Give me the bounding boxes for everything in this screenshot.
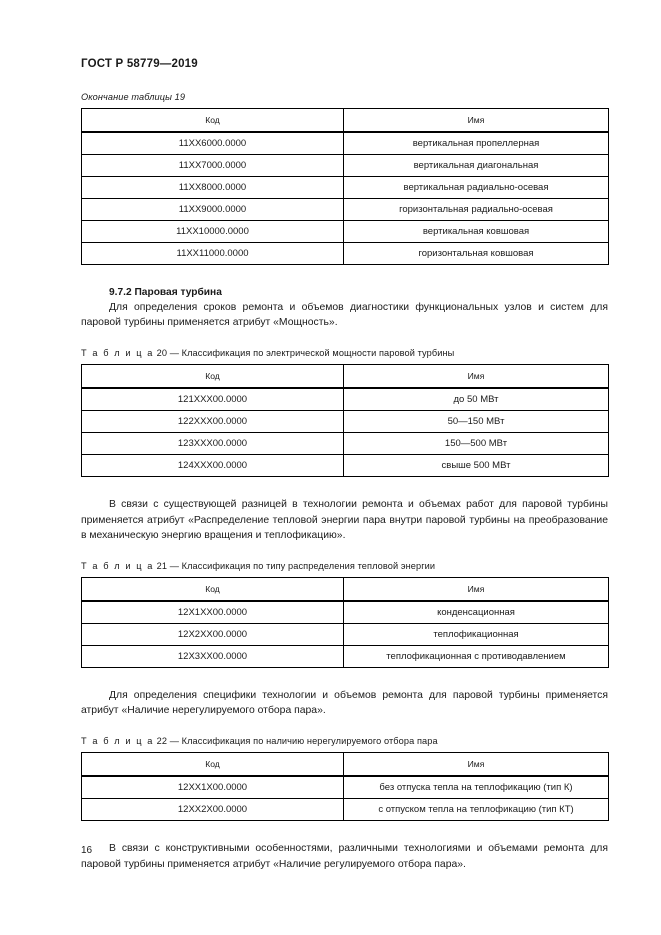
table-row	[82, 455, 609, 477]
cell-code: 124XXX00.0000	[82, 455, 344, 477]
cell-name: 50—150 МВт	[344, 411, 609, 433]
cell-code: 12X3XX00.0000	[82, 646, 344, 668]
cell-code: 12X2XX00.0000	[82, 624, 344, 646]
table-row	[82, 411, 609, 433]
running-header-standard-id: ГОСТ Р 58779—2019	[81, 58, 198, 70]
cell-name: с отпуском тепла на теплофикацию (тип КТ)	[344, 799, 609, 821]
table-row	[82, 221, 609, 243]
cell-code: 12XX2X00.0000	[82, 799, 344, 821]
section-heading-9-7-2: 9.7.2 Паровая турбина	[109, 287, 222, 298]
cell-name: вертикальная радиально-осевая	[344, 177, 609, 199]
table-row	[82, 243, 609, 265]
table-row	[82, 155, 609, 177]
cell-code: 12XX1X00.0000	[82, 776, 344, 799]
table-row	[82, 646, 609, 668]
table-22-caption	[81, 736, 608, 746]
table-row	[82, 624, 609, 646]
table-20-col-code: Код	[82, 365, 344, 389]
table-row	[82, 799, 609, 821]
table-21-col-name: Имя	[344, 578, 609, 602]
table-19-col-name: Имя	[344, 109, 609, 133]
table-22-col-code: Код	[82, 753, 344, 777]
table-22-col-name: Имя	[344, 753, 609, 777]
cell-code: 11XX8000.0000	[82, 177, 344, 199]
table-19-header-row	[82, 109, 609, 133]
cell-name: вертикальная пропеллерная	[344, 132, 609, 155]
table-row	[82, 776, 609, 799]
cell-code: 121XXX00.0000	[82, 388, 344, 411]
cell-name: горизонтальная ковшовая	[344, 243, 609, 265]
cell-code: 11XX7000.0000	[82, 155, 344, 177]
table-row	[82, 199, 609, 221]
cell-name: теплофикационная	[344, 624, 609, 646]
cell-name: 150—500 МВт	[344, 433, 609, 455]
cell-name: теплофикационная с противодавлением	[344, 646, 609, 668]
table-22-caption-text: — Классификация по наличию нерегулируемого отбора пара	[169, 736, 438, 747]
table-19	[81, 108, 609, 265]
table-row	[82, 601, 609, 624]
paragraph-after-table-21: Для определения специфики технологии и объемов ремонта для паровой турбины применяется атрибут «Наличие нерегулируемого отбора пара».	[81, 690, 608, 717]
table-20-caption-text: — Классификация по электрической мощности паровой турбины	[169, 348, 455, 359]
page-number: 16	[81, 845, 93, 856]
table-19-col-code: Код	[82, 109, 344, 133]
cell-name: вертикальная ковшовая	[344, 221, 609, 243]
table-20-col-name: Имя	[344, 365, 609, 389]
table-row	[82, 177, 609, 199]
table-22-header-row	[82, 753, 609, 777]
paragraph-final: В связи с конструктивными особенностями, различными технологиями и объемами ремонта для паровой турбины применяется атрибут «Наличие регулируемого отбора пара».	[81, 843, 608, 870]
cell-code: 11XX10000.0000	[82, 221, 344, 243]
section-paragraph-intro: Для определения сроков ремонта и объемов диагностики функциональных узлов и систем для паровой турбины применяется атрибут «Мощность».	[81, 302, 608, 329]
table-22	[81, 752, 609, 821]
table-20-header-row	[82, 365, 609, 389]
table-row	[82, 132, 609, 155]
table-22-caption-number: 22	[156, 736, 168, 747]
cell-name: свыше 500 МВт	[344, 455, 609, 477]
table-20-caption-number: 20	[156, 348, 168, 359]
cell-code: 11XX11000.0000	[82, 243, 344, 265]
table-21-caption-label: Т а б л и ц а	[81, 561, 154, 572]
table-21	[81, 577, 609, 668]
cell-name: горизонтальная радиально-осевая	[344, 199, 609, 221]
table-21-col-code: Код	[82, 578, 344, 602]
cell-name: вертикальная диагональная	[344, 155, 609, 177]
table-20-caption-label: Т а б л и ц а	[81, 348, 154, 359]
cell-code: 11XX9000.0000	[82, 199, 344, 221]
cell-name: без отпуска тепла на теплофикацию (тип К)	[344, 776, 609, 799]
cell-name: до 50 МВт	[344, 388, 609, 411]
paragraph-after-table-20: В связи с существующей разницей в технологии ремонта и объемах работ для паровой турбины применяется атрибут «Распределение тепловой энергии пара внутри паровой турбины на преобразование в механическую энергию вращения и теплофикацию».	[81, 499, 608, 541]
table-19-caption: Окончание таблицы 19	[81, 92, 186, 102]
cell-code: 122XXX00.0000	[82, 411, 344, 433]
cell-code: 11XX6000.0000	[82, 132, 344, 155]
table-21-caption-text: — Классификация по типу распределения тепловой энергии	[169, 561, 436, 572]
table-21-caption	[81, 561, 608, 571]
table-22-caption-label: Т а б л и ц а	[81, 736, 154, 747]
table-20	[81, 364, 609, 477]
table-20-caption	[81, 348, 608, 358]
cell-code: 123XXX00.0000	[82, 433, 344, 455]
cell-code: 12X1XX00.0000	[82, 601, 344, 624]
table-21-caption-number: 21	[156, 561, 168, 572]
cell-name: конденсационная	[344, 601, 609, 624]
table-21-header-row	[82, 578, 609, 602]
table-row	[82, 388, 609, 411]
table-row	[82, 433, 609, 455]
page-content	[81, 92, 608, 872]
